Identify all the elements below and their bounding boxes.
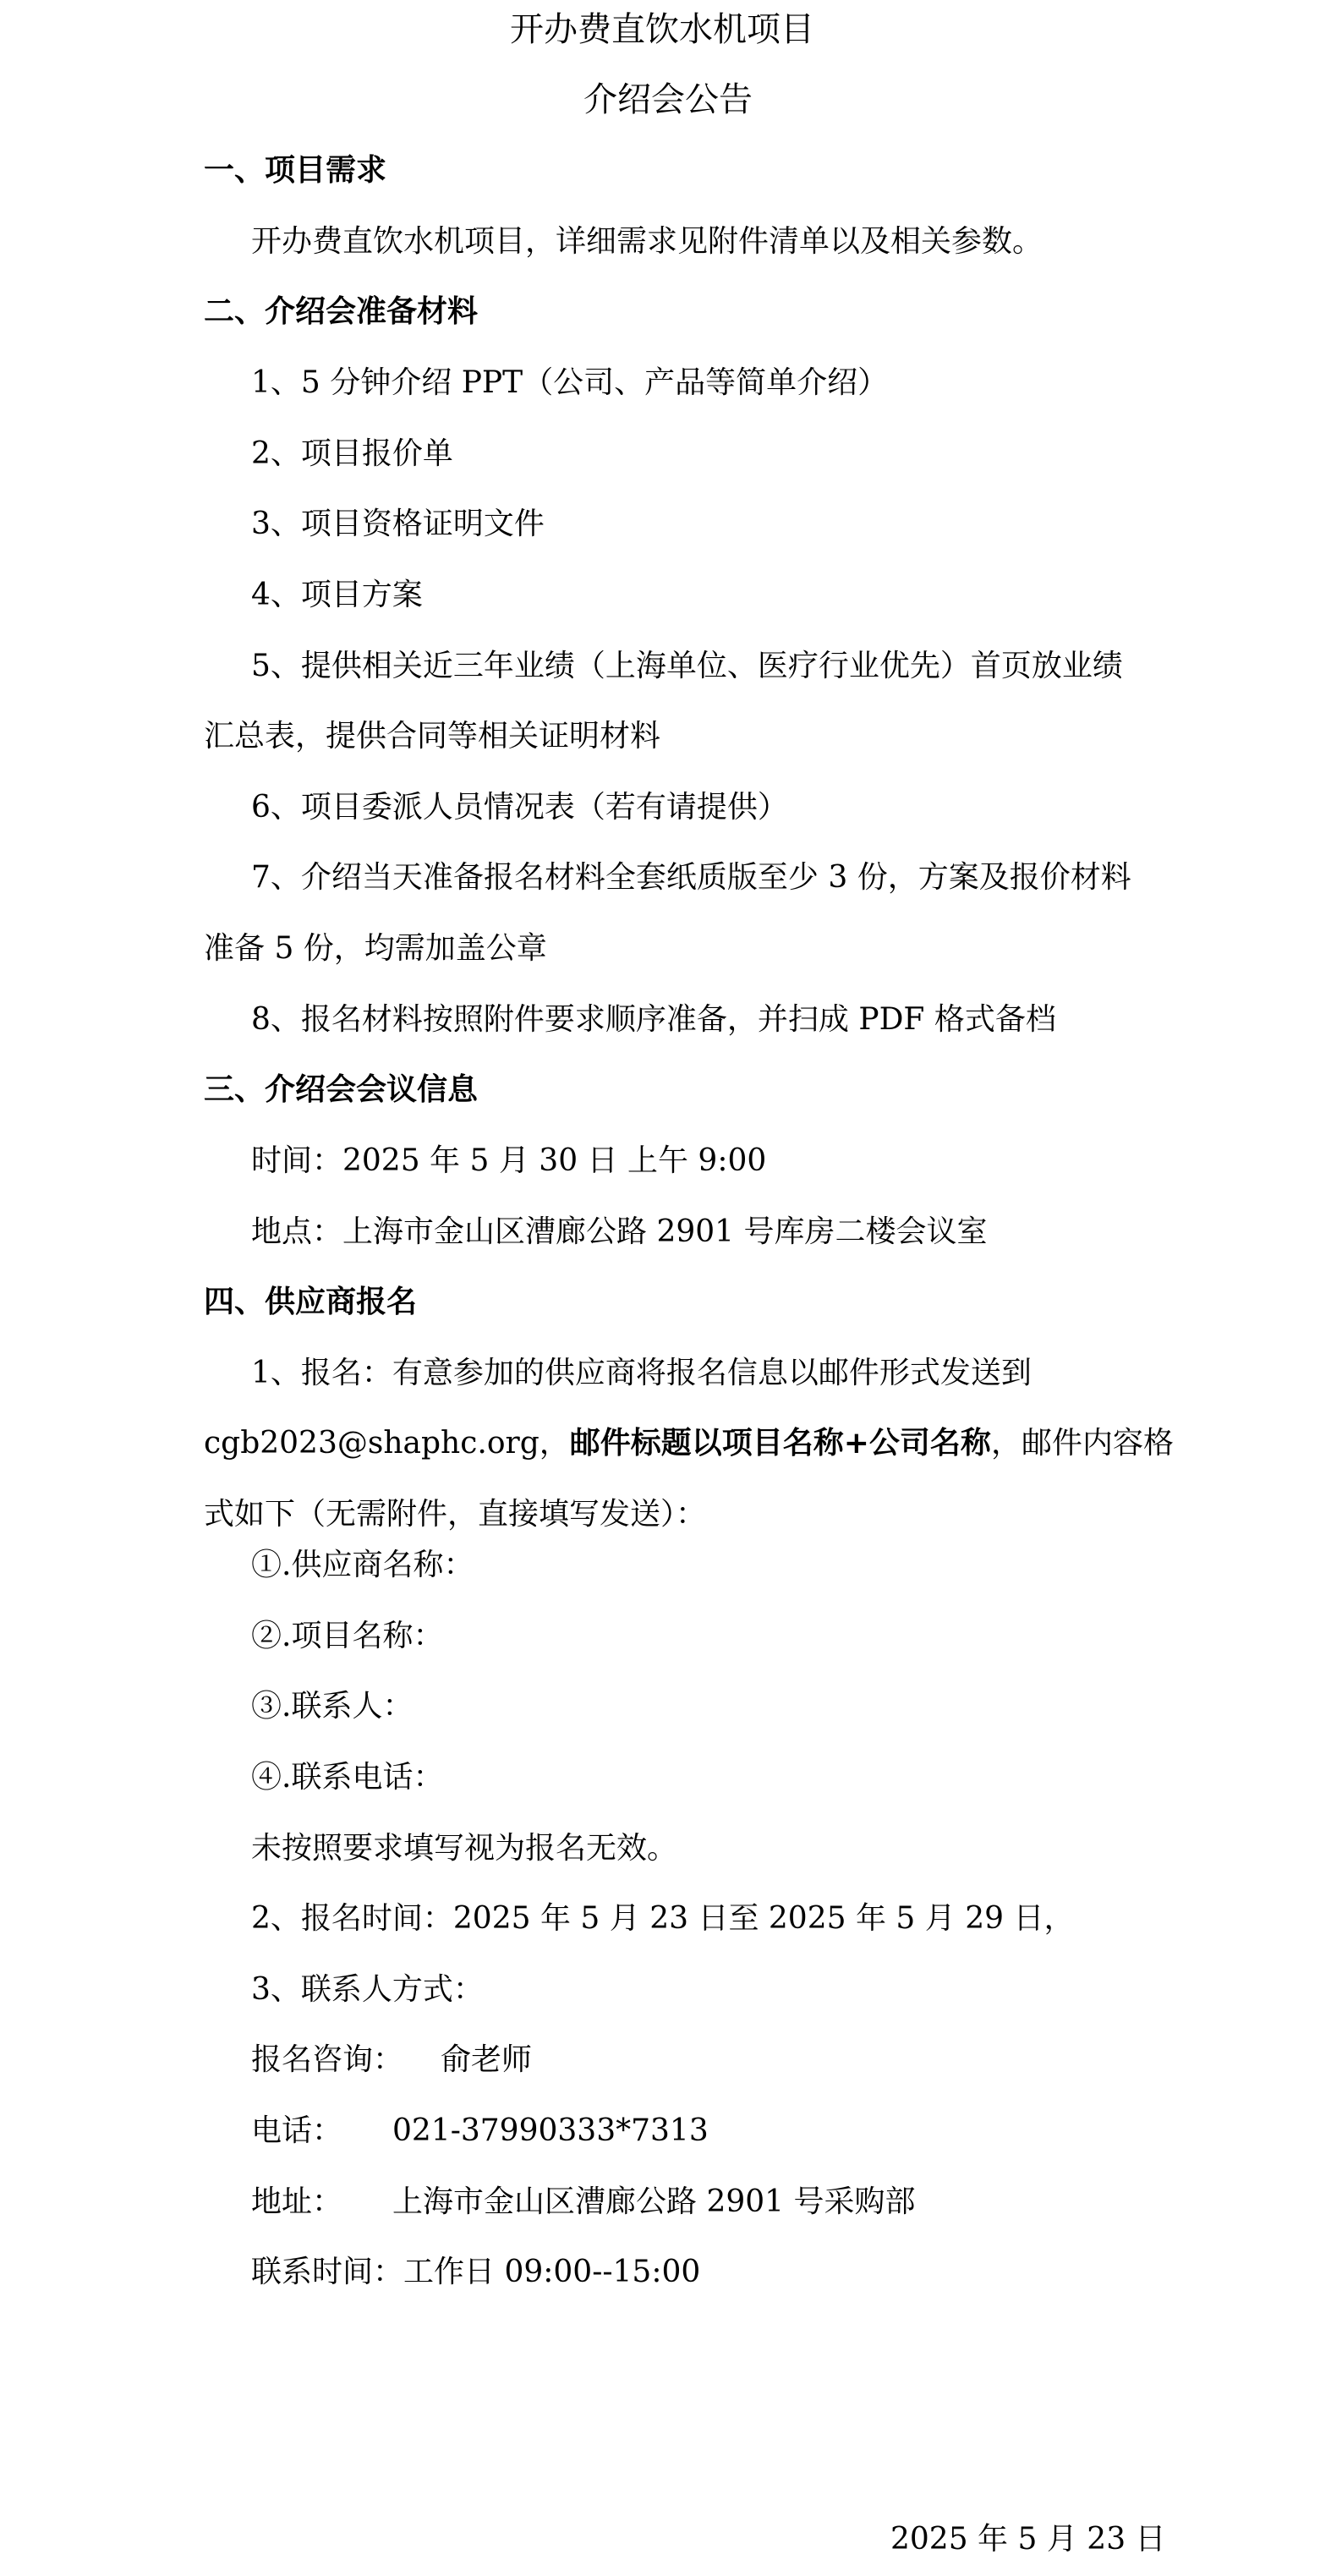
phone-value: 021-37990333*7313	[392, 2113, 709, 2148]
field-supplier-name: ①.供应商名称：	[251, 1548, 474, 1582]
registration-email-line	[204, 1425, 1174, 1462]
material-item-1: 1、5 分钟介绍 PPT（公司、产品等简单介绍）	[251, 365, 889, 400]
notice-date: 2025 年 5 月 23 日	[890, 2522, 1166, 2557]
email-subject-rule: 邮件标题以项目名称+公司名称	[569, 1426, 991, 1461]
registration-format-line: 式如下（无需附件，直接填写发送）：	[204, 1497, 707, 1532]
material-item-8: 8、报名材料按照附件要求顺序准备，并扫成 PDF 格式备档	[251, 1002, 1056, 1037]
material-item-7-continued: 准备 5 份，均需加盖公章	[204, 931, 547, 966]
consult-value: 俞老师	[441, 2042, 533, 2077]
material-item-5-continued: 汇总表，提供合同等相关证明材料	[204, 719, 661, 754]
address-label: 地址：	[251, 2184, 343, 2219]
field-project-name: ②.项目名称：	[251, 1619, 444, 1653]
email-content-rule: ，邮件内容格	[990, 1426, 1174, 1461]
section-2-heading: 二、介绍会准备材料	[204, 294, 479, 329]
meeting-location: 地点：上海市金山区漕廊公路 2901 号库房二楼会议室	[251, 1214, 988, 1249]
phone-label: 电话：	[251, 2113, 343, 2148]
meeting-time: 时间：2025 年 5 月 30 日 上午 9:00	[251, 1143, 767, 1178]
material-item-2: 2、项目报价单	[251, 436, 453, 471]
contact-hours: 联系时间：工作日 09:00--15:00	[251, 2255, 701, 2289]
registration-period: 2、报名时间：2025 年 5 月 23 日至 2025 年 5 月 29 日，	[251, 1901, 1075, 1936]
address-value: 上海市金山区漕廊公路 2901 号采购部	[392, 2184, 916, 2219]
material-item-4: 4、项目方案	[251, 578, 423, 612]
material-item-5: 5、提供相关近三年业绩（上海单位、医疗行业优先）首页放业绩	[251, 649, 1123, 683]
title-line-2: 介绍会公告	[583, 80, 753, 119]
registration-item-1: 1、报名：有意参加的供应商将报名信息以邮件形式发送到	[251, 1356, 1032, 1390]
section-1-body: 开办费直饮水机项目，详细需求见附件清单以及相关参数。	[251, 224, 1043, 259]
field-contact-person: ③.联系人：	[251, 1689, 414, 1724]
registration-email: cgb2023@shaphc.org，	[204, 1426, 570, 1461]
section-4-heading: 四、供应商报名	[204, 1285, 418, 1319]
title-line-1: 开办费直饮水机项目	[510, 10, 814, 49]
material-item-7: 7、介绍当天准备报名材料全套纸质版至少 3 份，方案及报价材料	[251, 860, 1131, 895]
invalid-registration-note: 未按照要求填写视为报名无效。	[251, 1831, 678, 1866]
material-item-3: 3、项目资格证明文件	[251, 507, 545, 541]
section-1-heading: 一、项目需求	[204, 153, 387, 188]
consult-label: 报名咨询：	[251, 2042, 404, 2077]
section-3-heading: 三、介绍会会议信息	[204, 1072, 479, 1107]
material-item-6: 6、项目委派人员情况表（若有请提供）	[251, 790, 788, 825]
field-contact-phone: ④.联系电话：	[251, 1760, 444, 1795]
contact-method-heading: 3、联系人方式：	[251, 1972, 484, 2007]
